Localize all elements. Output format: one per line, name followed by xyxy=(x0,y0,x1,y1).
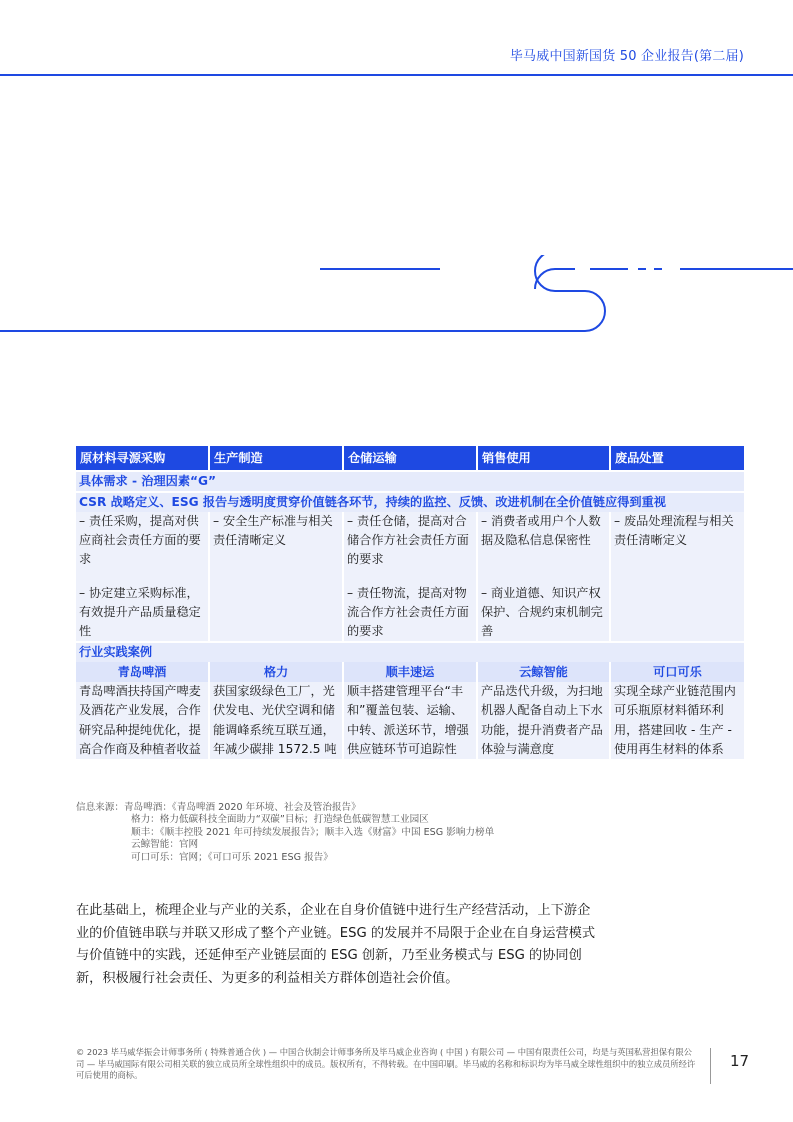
case-company-row xyxy=(76,662,744,682)
table-cell xyxy=(611,584,744,642)
table-cell: – 商业道德、知识产权保护、合规约束机制完善 xyxy=(478,584,611,642)
sources-label: 信息来源： xyxy=(76,802,124,813)
table-header-row xyxy=(76,446,744,470)
section-title: 行业实践案例 xyxy=(76,641,744,662)
case-text-row xyxy=(76,682,744,759)
table-cell: – 责任仓储，提高对合储合作方社会责任方面的要求 xyxy=(344,512,478,570)
source-line: 格力：格力低碳科技全面助力“双碳”目标；打造绿色低碳智慧工业园区 xyxy=(131,814,429,826)
section-row-cases xyxy=(76,641,744,662)
column-header: 废品处置 xyxy=(611,446,744,470)
deco-line-curve xyxy=(0,255,605,331)
report-header-title: 毕马威中国新国货 50 企业报告(第二届) xyxy=(509,49,744,64)
section-title: 具体需求 - 治理因素“G” xyxy=(76,470,744,491)
table-cell: – 废品处理流程与相关责任清晰定义 xyxy=(611,512,744,570)
section-row-csr xyxy=(76,491,744,512)
case-text: 顺丰搭建管理平台“丰和”覆盖包装、运输、中转、派送环节，增强供应链环节可追踪性 xyxy=(344,682,478,759)
table-cell: – 消费者或用户个人数据及隐私信息保密性 xyxy=(478,512,611,570)
table-cell: – 责任物流，提高对物流合作方社会责任方面的要求 xyxy=(344,584,478,642)
table-row xyxy=(76,512,744,570)
source-line: 顺丰：《顺丰控股 2021 年可持续发展报告》；顺丰入选《财富》中国 ESG 影响力榜单 xyxy=(131,826,495,838)
column-header: 仓储运输 xyxy=(344,446,478,470)
case-company-name: 青岛啤酒 xyxy=(76,662,210,682)
source-line: 可口可乐：官网；《可口可乐 2021 ESG 报告》 xyxy=(131,851,333,863)
table-cell: – 安全生产标准与相关责任清晰定义 xyxy=(210,512,344,570)
body-paragraph: 在此基础上，梳理企业与产业的关系，企业在自身价值链中进行生产经营活动，上下游企业的价值链串联与并联又形成了整个产业链。ESG 的发展并不局限于企业在自身运营模式与价值链中的实践，还延伸至产业链层面的 ESG 创新，乃至业务模式与 ESG 的协同创新，积极履行社会责任、为更多的利益相关方群体创造社会价值。 xyxy=(76,903,596,986)
column-header: 原材料寻源采购 xyxy=(76,446,210,470)
table-row xyxy=(76,584,744,642)
case-text: 青岛啤酒扶持国产啤麦及酒花产业发展，合作研究品种提纯优化，提高合作商及种植者收益 xyxy=(76,682,210,759)
footer-divider xyxy=(710,1048,711,1084)
sources-note xyxy=(76,802,494,864)
case-text: 获国家级绿色工厂，光伏发电、光伏空调和储能调峰系统互联互通，年减少碳排 1572.5 吨 xyxy=(210,682,344,759)
case-company-name: 云鲸智能 xyxy=(478,662,611,682)
footer-copyright: © 2023 毕马威华振会计师事务所 ( 特殊普通合伙 ) — 中国合伙制会计师事务所及毕马威企业咨询 ( 中国 ) 有限公司 — 中国有限责任公司，均是与英国私营担保有限公司 — 毕马威国际有限公司相关联的独立成员所全球性组织中的成员。版权所有，不得转载。在中国印刷。毕马威的名称和标识均为毕马威全球性组织中的独立成员所经许可后使用的商标。 xyxy=(76,1047,696,1081)
case-text: 实现全球产业链范围内可乐瓶原材料循环利用，搭建回收 - 生产 - 使用再生材料的体系 xyxy=(611,682,744,759)
table-cell: – 协定建立采购标准，有效提升产品质量稳定性 xyxy=(76,584,210,642)
column-header: 销售使用 xyxy=(478,446,611,470)
source-line: 信息来源：青岛啤酒：《青岛啤酒 2020 年环境、社会及管治报告》 xyxy=(76,802,361,813)
case-company-name: 可口可乐 xyxy=(611,662,744,682)
case-text: 产品迭代升级，为扫地机器人配备自动上下水功能，提升消费者产品体验与满意度 xyxy=(478,682,611,759)
page-number: 17 xyxy=(730,1052,750,1070)
source-line: 云鲸智能：官网 xyxy=(131,839,199,851)
table-cell xyxy=(210,584,344,642)
section-title: CSR 战略定义、ESG 报告与透明度贯穿价值链各环节，持续的监控、反馈、改进机制在全价值链应得到重视 xyxy=(76,491,744,512)
case-company-name: 格力 xyxy=(210,662,344,682)
table-cell: – 责任采购，提高对供应商社会责任方面的要求 xyxy=(76,512,210,570)
decorative-lines xyxy=(0,255,793,345)
table-spacer-row xyxy=(76,570,744,584)
section-row-requirements xyxy=(76,470,744,491)
column-header: 生产制造 xyxy=(210,446,344,470)
value-chain-table xyxy=(76,446,744,759)
case-company-name: 顺丰速运 xyxy=(344,662,478,682)
header-rule xyxy=(0,74,793,76)
